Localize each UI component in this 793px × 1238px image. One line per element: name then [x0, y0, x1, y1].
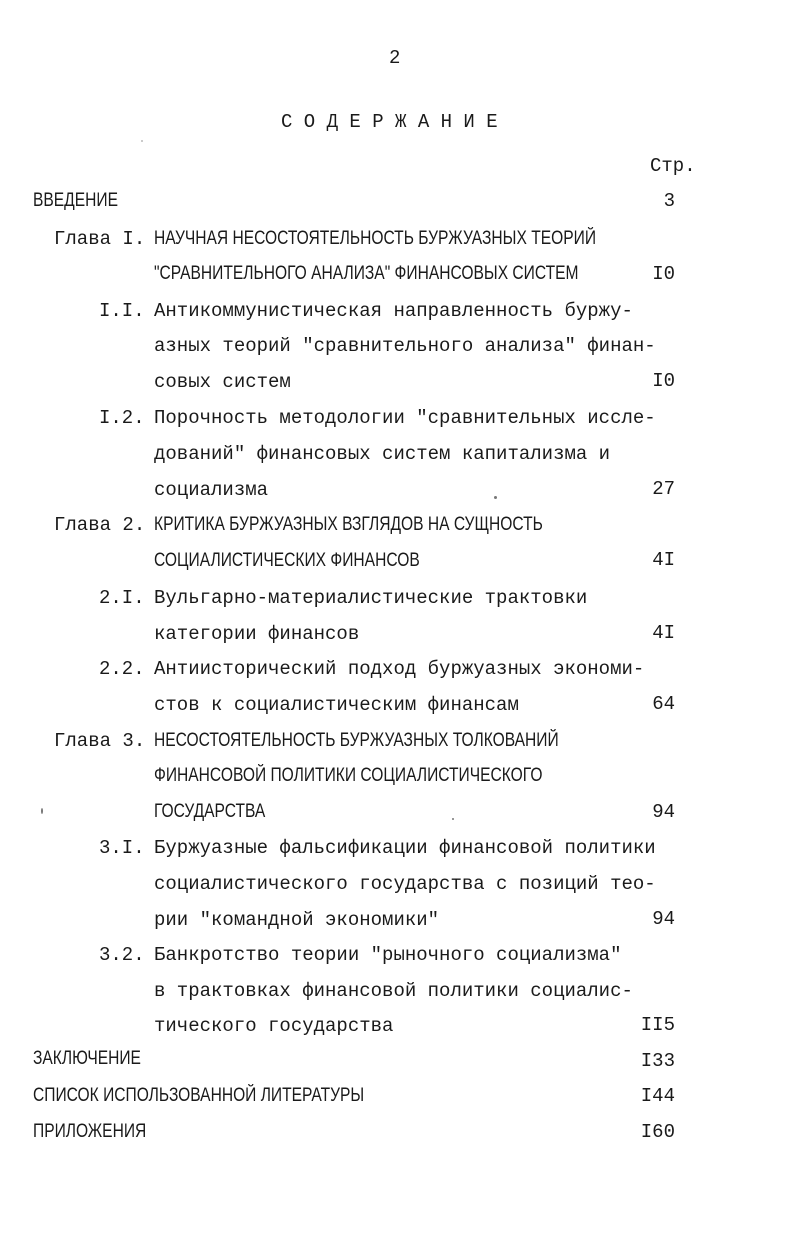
toc-page-number: 4I	[652, 549, 675, 571]
page-number: 2	[389, 47, 401, 69]
toc-entry-appendices: ПРИЛОЖЕНИЯ	[33, 1121, 147, 1142]
toc-entry-conclusion: ЗАКЛЮЧЕНИЕ	[33, 1048, 141, 1069]
toc-label-chapter-3: Глава 3.	[54, 730, 146, 752]
toc-page-number: 3	[663, 190, 675, 212]
toc-label-section-3-2: 3.2.	[99, 944, 145, 966]
toc-line: социализма	[154, 479, 269, 501]
toc-page-number: 27	[652, 478, 675, 500]
toc-line: "СРАВНИТЕЛЬНОГО АНАЛИЗА" ФИНАНСОВЫХ СИСТЕМ	[154, 263, 579, 284]
toc-line: ФИНАНСОВОЙ ПОЛИТИКИ СОЦИАЛИСТИЧЕСКОГО	[154, 765, 543, 786]
toc-page-number: II5	[640, 1014, 675, 1036]
toc-line: совых систем	[154, 371, 291, 393]
scan-speck	[494, 496, 497, 499]
toc-page-number: I33	[640, 1050, 675, 1072]
toc-label-section-3-1: 3.I.	[99, 837, 145, 859]
toc-line: азных теорий "сравнительного анализа" финан-	[154, 335, 656, 357]
toc-label-chapter-2: Глава 2.	[54, 514, 146, 536]
toc-line: социалистического государства с позиций тео-	[154, 873, 656, 895]
toc-page-number: 64	[652, 693, 675, 715]
toc-entry-bibliography: СПИСОК ИСПОЛЬЗОВАННОЙ ЛИТЕРАТУРЫ	[33, 1085, 365, 1106]
toc-label-section-1-1: I.I.	[99, 300, 145, 322]
toc-line: рии "командной экономики"	[154, 909, 440, 931]
toc-line: СОЦИАЛИСТИЧЕСКИХ ФИНАНСОВ	[154, 550, 420, 571]
toc-line: дований" финансовых систем капитализма и	[154, 443, 611, 465]
toc-page-number: 4I	[652, 622, 675, 644]
toc-page-number: I0	[652, 370, 675, 392]
toc-line: КРИТИКА БУРЖУАЗНЫХ ВЗГЛЯДОВ НА СУЩНОСТЬ	[154, 514, 543, 535]
toc-line: Буржуазные фальсификации финансовой политики	[154, 837, 656, 859]
toc-label-section-2-2: 2.2.	[99, 658, 145, 680]
toc-line: Вульгарно-материалистические трактовки	[154, 587, 588, 609]
toc-line: Антикоммунистическая направленность буржу-	[154, 300, 633, 322]
toc-page-number: I44	[640, 1085, 675, 1107]
scan-speck	[141, 140, 143, 142]
toc-page-number: 94	[652, 908, 675, 930]
toc-entry-introduction: ВВЕДЕНИЕ	[33, 190, 118, 211]
toc-line: Порочность методологии "сравнительных иссле-	[154, 407, 656, 429]
toc-line: ГОСУДАРСТВА	[154, 801, 266, 822]
scan-speck	[452, 818, 454, 820]
toc-label-section-1-2: I.2.	[99, 407, 145, 429]
toc-line: стов к социалистическим финансам	[154, 694, 519, 716]
toc-page-number: I0	[652, 263, 675, 285]
toc-line: в трактовках финансовой политики социалис-	[154, 980, 633, 1002]
page-title: С О Д Е Р Ж А Н И Е	[281, 111, 498, 133]
toc-page-number: I60	[640, 1121, 675, 1143]
toc-label-chapter-1: Глава I.	[54, 228, 146, 250]
toc-line: Банкротство теории "рыночного социализма"	[154, 944, 622, 966]
toc-line: тического государства	[154, 1015, 394, 1037]
toc-line: НАУЧНАЯ НЕСОСТОЯТЕЛЬНОСТЬ БУРЖУАЗНЫХ ТЕОРИЙ	[154, 228, 597, 249]
page-column-header: Стр.	[650, 155, 696, 177]
toc-line: НЕСОСТОЯТЕЛЬНОСТЬ БУРЖУАЗНЫХ ТОЛКОВАНИЙ	[154, 730, 559, 751]
toc-line: Антиисторический подход буржуазных экономи-	[154, 658, 645, 680]
scan-speck	[41, 808, 43, 814]
toc-line: категории финансов	[154, 623, 360, 645]
toc-label-section-2-1: 2.I.	[99, 587, 145, 609]
toc-page-number: 94	[652, 801, 675, 823]
